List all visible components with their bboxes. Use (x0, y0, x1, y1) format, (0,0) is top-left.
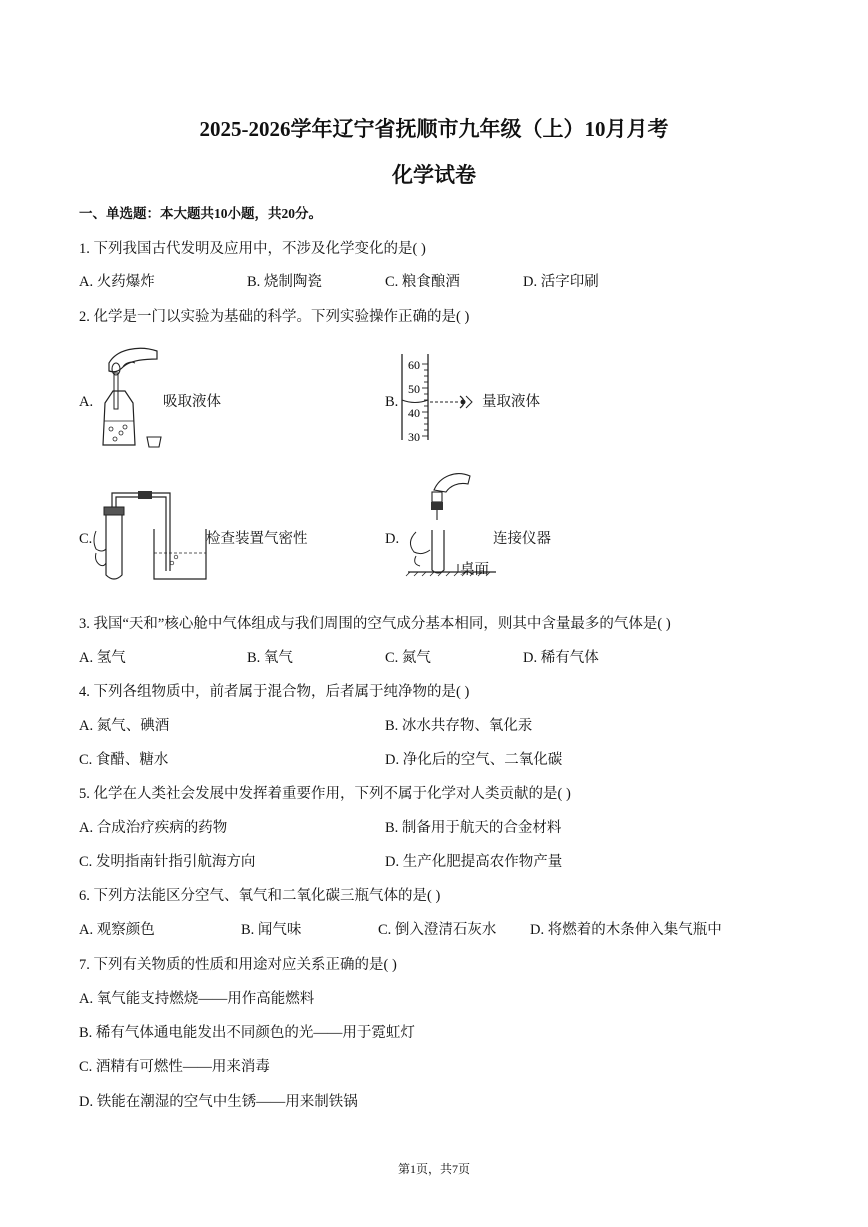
q3-option-d: D. 稀有气体 (523, 650, 599, 666)
paper-title: 2025-2026学年辽宁省抚顺市九年级（上）10月月考 (199, 117, 669, 141)
question-1-stem: 1. 下列我国古代发明及应用中，不涉及化学变化的是( ) (79, 241, 426, 257)
dropper-diagram (95, 345, 170, 455)
q4-option-b: B. 冰水共存物、氧化汞 (385, 718, 533, 734)
q1-option-a: A. 火药爆炸 (79, 274, 155, 290)
q3-option-a: A. 氢气 (79, 650, 126, 666)
q3-option-b: B. 氧气 (247, 650, 293, 666)
q2-option-b-label: 量取液体 (482, 394, 540, 410)
q2-desk-label: 桌面 (460, 562, 489, 578)
page-footer: 第1页，共7页 (397, 1162, 470, 1176)
question-5-stem: 5. 化学在人类社会发展中发挥着重要作用，下列不属于化学对人类贡献的是( ) (79, 786, 571, 802)
q7-option-c: C. 酒精有可燃性——用来消毒 (79, 1059, 270, 1075)
q2-option-b-letter: B. (385, 394, 399, 410)
question-4-stem: 4. 下列各组物质中，前者属于混合物，后者属于纯净物的是( ) (79, 684, 470, 700)
q5-option-a: A. 合成治疗疾病的药物 (79, 820, 228, 836)
section-heading: 一、单选题：本大题共10小题，共20分。 (79, 206, 322, 221)
q2-option-a-letter: A. (79, 394, 94, 410)
cylinder-tick-label: 40 (408, 406, 420, 420)
q3-option-c: C. 氮气 (385, 650, 431, 666)
cylinder-tick-label: 30 (408, 430, 420, 444)
q6-option-d: D. 将燃着的木条伸入集气瓶中 (530, 922, 722, 938)
q4-option-d: D. 净化后的空气、二氧化碳 (385, 752, 563, 768)
q6-option-a: A. 观察颜色 (79, 922, 155, 938)
question-6-stem: 6. 下列方法能区分空气、氧气和二氧化碳三瓶气体的是( ) (79, 888, 441, 904)
q1-option-b: B. 烧制陶瓷 (247, 274, 322, 290)
q1-option-d: D. 活字印刷 (523, 274, 599, 290)
q7-option-a: A. 氧气能支持燃烧——用作高能燃料 (79, 991, 315, 1007)
q5-option-b: B. 制备用于航天的合金材料 (385, 820, 562, 836)
q5-option-d: D. 生产化肥提高农作物产量 (385, 854, 563, 870)
cylinder-tick-label: 50 (408, 382, 420, 396)
q7-option-b: B. 稀有气体通电能发出不同颜色的光——用于霓虹灯 (79, 1025, 415, 1041)
paper-subtitle: 化学试卷 (392, 163, 476, 187)
graduated-cylinder-diagram (400, 352, 485, 444)
q5-option-c: C. 发明指南针指引航海方向 (79, 854, 256, 870)
airtightness-diagram (92, 483, 210, 583)
q6-option-c: C. 倒入澄清石灰水 (378, 922, 497, 938)
q4-option-a: A. 氮气、碘酒 (79, 718, 170, 734)
q2-option-d-label: 连接仪器 (493, 531, 551, 547)
q2-option-d-letter: D. (385, 531, 400, 547)
q2-option-c-letter: C. (79, 531, 93, 547)
q1-option-c: C. 粮食酿酒 (385, 274, 460, 290)
connect-instrument-diagram (404, 468, 499, 576)
q6-option-b: B. 闻气味 (241, 922, 302, 938)
question-7-stem: 7. 下列有关物质的性质和用途对应关系正确的是( ) (79, 957, 397, 973)
q2-option-a-label: 吸取液体 (163, 394, 221, 410)
question-3-stem: 3. 我国“天和”核心舱中气体组成与我们周围的空气成分基本相同，则其中含量最多的气体是( ) (79, 616, 671, 632)
q2-option-c-label: 检查装置气密性 (206, 531, 308, 547)
question-2-stem: 2. 化学是一门以实验为基础的科学。下列实验操作正确的是( ) (79, 309, 470, 325)
q7-option-d: D. 铁能在潮湿的空气中生锈——用来制铁锅 (79, 1094, 358, 1110)
cylinder-tick-label: 60 (408, 358, 420, 372)
q4-option-c: C. 食醋、糖水 (79, 752, 169, 768)
